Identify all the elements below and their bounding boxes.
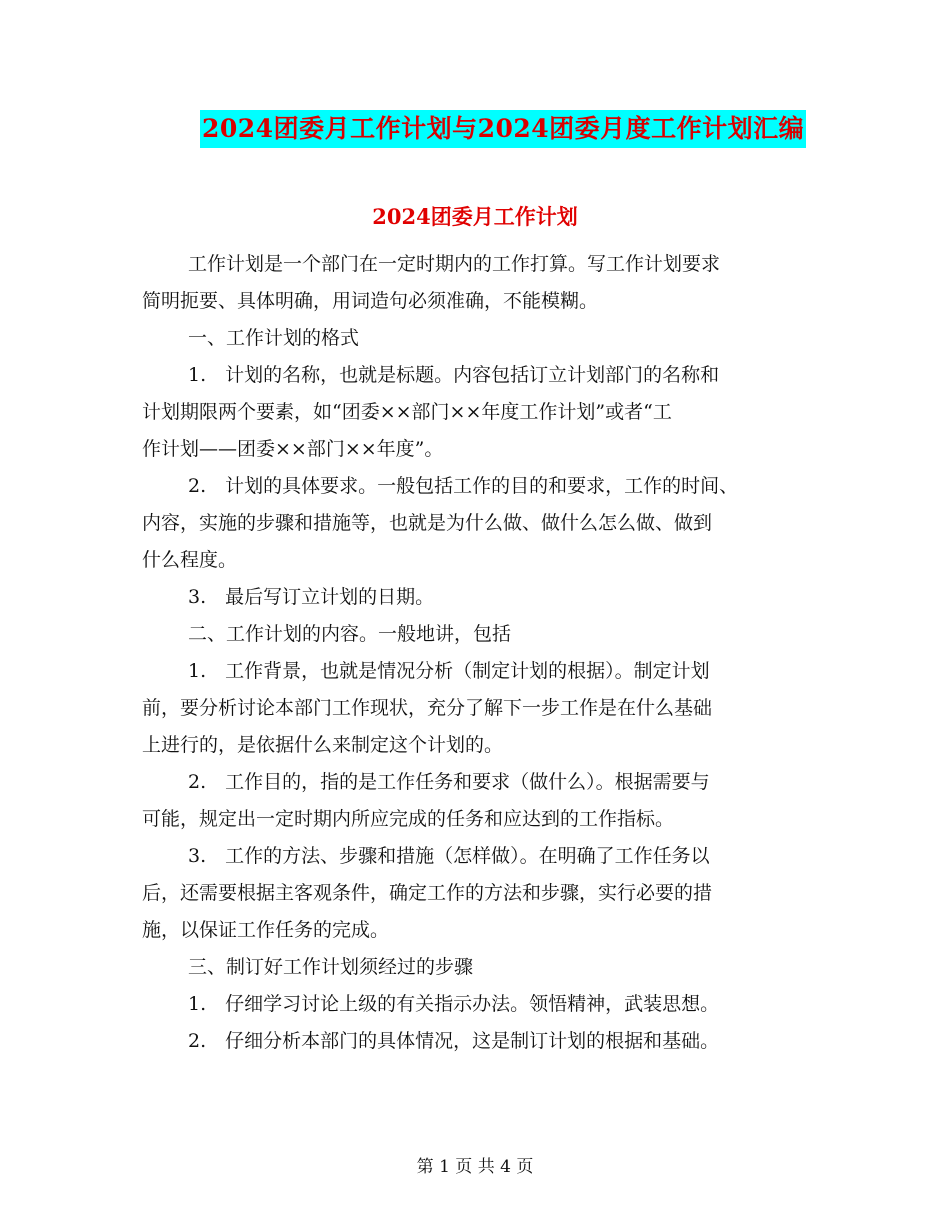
section-heading: 一、工作计划的格式 bbox=[188, 327, 360, 349]
paragraph-line: 上进行的，是依据什么来制定这个计划的。 bbox=[142, 734, 504, 756]
paragraph-line: 3. 工作的方法、步骤和措施（怎样做）。在明确了工作任务以 bbox=[188, 845, 710, 867]
paragraph-line: 工作计划是一个部门在一定时期内的工作打算。写工作计划要求 bbox=[188, 253, 721, 275]
paragraph-line: 后，还需要根据主客观条件，确定工作的方法和步骤，实行必要的措 bbox=[142, 882, 713, 904]
paragraph-line: 1. 计划的名称，也就是标题。内容包括订立计划部门的名称和 bbox=[188, 364, 720, 386]
paragraph-line: 2. 仔细分析本部门的具体情况，这是制订计划的根据和基础。 bbox=[188, 1030, 720, 1052]
paragraph-line: 2. 计划的具体要求。一般包括工作的目的和要求，工作的时间、 bbox=[188, 475, 739, 497]
page-footer: 第 1 页 共 4 页 bbox=[416, 1157, 534, 1177]
paragraph-line: 1. 仔细学习讨论上级的有关指示办法。领悟精神，武装思想。 bbox=[188, 993, 720, 1015]
document-main-title: 2024团委月工作计划与2024团委月度工作计划汇编 bbox=[200, 110, 806, 148]
paragraph-line: 什么程度。 bbox=[142, 549, 238, 571]
paragraph-line: 计划期限两个要素，如“团委××部门××年度工作计划”或者“工 bbox=[142, 401, 672, 423]
paragraph-line: 施，以保证工作任务的完成。 bbox=[142, 919, 390, 941]
paragraph-line: 内容，实施的步骤和措施等，也就是为什么做、做什么怎么做、做到 bbox=[142, 512, 713, 534]
document-body bbox=[142, 246, 812, 1060]
paragraph-line: 1. 工作背景，也就是情况分析（制定计划的根据）。制定计划 bbox=[188, 660, 710, 682]
section-heading: 二、工作计划的内容。一般地讲，包括 bbox=[188, 623, 512, 645]
section-heading: 三、制订好工作计划须经过的步骤 bbox=[188, 956, 474, 978]
paragraph-line: 3. 最后写订立计划的日期。 bbox=[188, 586, 435, 608]
paragraph-line: 简明扼要、具体明确，用词造句必须准确，不能模糊。 bbox=[142, 290, 599, 312]
paragraph-line: 前，要分析讨论本部门工作现状，充分了解下一步工作是在什么基础 bbox=[142, 697, 713, 719]
section-title: 2024团委月工作计划 bbox=[372, 204, 578, 229]
paragraph-line: 作计划——团委××部门××年度”。 bbox=[142, 438, 444, 460]
paragraph-line: 2. 工作目的，指的是工作任务和要求（做什么）。根据需要与 bbox=[188, 771, 710, 793]
paragraph-line: 可能，规定出一定时期内所应完成的任务和应达到的工作指标。 bbox=[142, 808, 675, 830]
